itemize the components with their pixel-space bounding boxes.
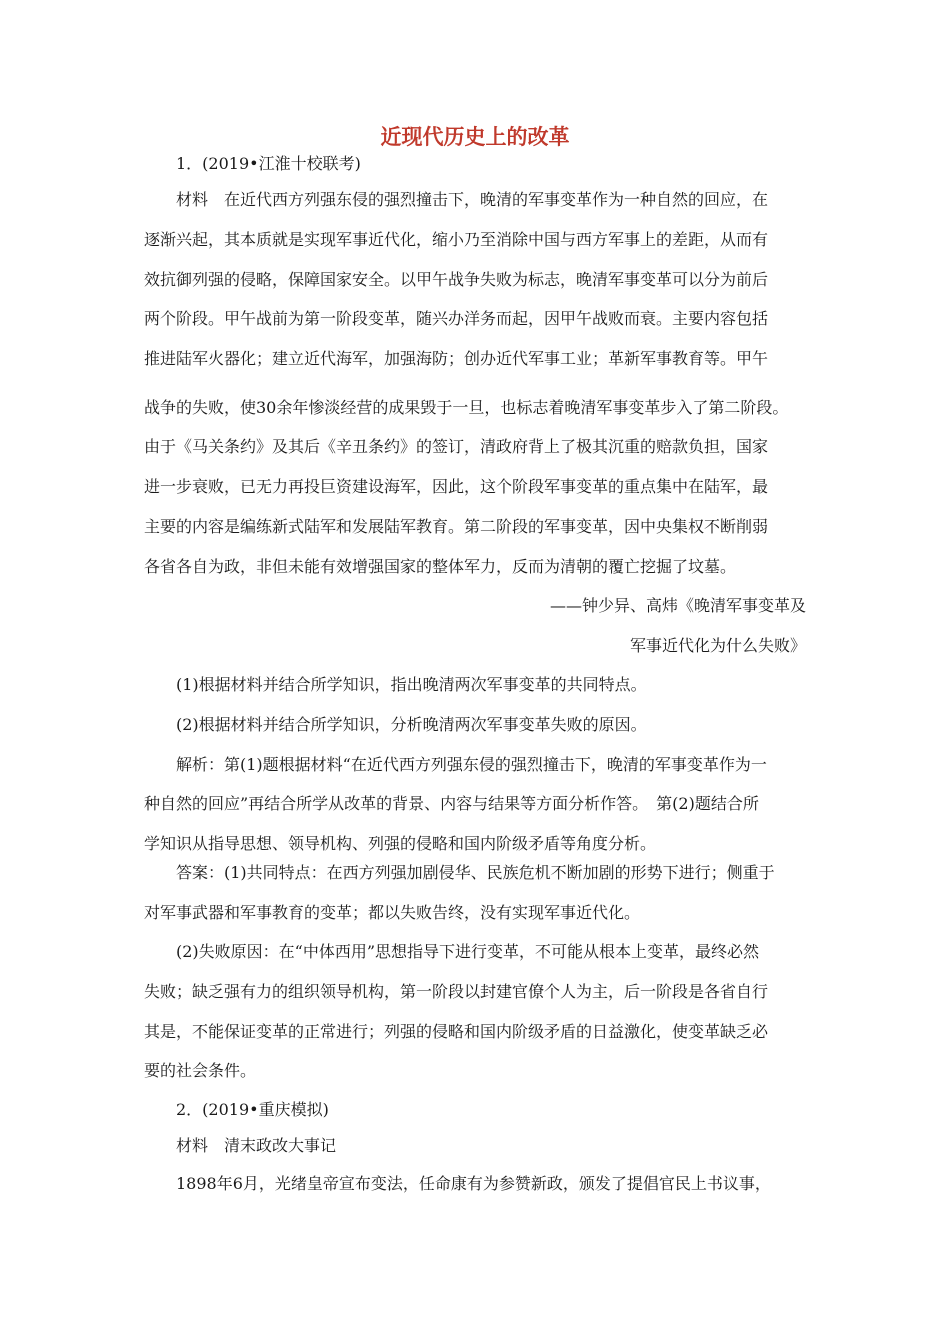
material-line: 效抗御列强的侵略，保障国家安全。以甲午战争失败为标志，晚清军事变革可以分为前后 (144, 270, 769, 289)
material-line: 两个阶段。甲午战前为第一阶段变革，随兴办洋务而起，因甲午战败而衰。主要内容包括 (144, 309, 769, 328)
answer-line: 失败；缺乏强有力的组织领导机构，第一阶段以封建官僚个人为主，后一阶段是各省自行 (144, 982, 769, 1001)
answer-line: 对军事武器和军事教育的变革；都以失败告终，没有实现军事近代化。 (144, 903, 641, 922)
citation-author: ——钟少异、高炜《晚清军事变革及 (549, 596, 806, 615)
question-1-header: 1．(2019•江淮十校联考) (176, 154, 361, 173)
analysis-line: 学知识从指导思想、领导机构、列强的侵略和国内阶级矛盾等角度分析。 (144, 834, 657, 853)
answer-line: 答案：(1)共同特点：在西方列强加剧侵华、民族危机不断加剧的形势下进行；侧重于 (176, 863, 775, 882)
answer-line: (2)失败原因：在“中体西用”思想指导下进行变革，不可能从根本上变革，最终必然 (176, 942, 760, 961)
question-2-header: 2．(2019•重庆模拟) (176, 1100, 329, 1119)
page-title: 近现代历史上的改革 (380, 124, 570, 149)
analysis-line: 种自然的回应”再结合所学从改革的背景、内容与结果等方面分析作答。 第(2)题结合所 (144, 794, 759, 813)
analysis-line: 解析：第(1)题根据材料“在近代西方列强东侵的强烈撞击下，晚清的军事变革作为一 (176, 755, 767, 774)
material-line: 推进陆军火器化；建立近代海军，加强海防；创办近代军事工业；革新军事教育等。甲午 (144, 349, 769, 368)
citation-title: 军事近代化为什么失败》 (629, 636, 806, 655)
answer-line: 其是，不能保证变革的正常进行；列强的侵略和国内阶级矛盾的日益激化，使变革缺乏必 (144, 1022, 769, 1041)
material-line: 由于《马关条约》及其后《辛丑条约》的签订，清政府背上了极其沉重的赔款负担，国家 (144, 437, 769, 456)
material-heading: 材料 清末政改大事记 (176, 1136, 337, 1155)
material-line: 进一步衰败，已无力再投巨资建设海军，因此，这个阶段军事变革的重点集中在陆军，最 (144, 477, 769, 496)
material-line: 1898年6月，光绪皇帝宣布变法，任命康有为参赞新政，颁发了提倡官民上书议事， (176, 1174, 771, 1193)
answer-line: 要的社会条件。 (144, 1061, 257, 1080)
material-line: 主要的内容是编练新式陆军和发展陆军教育。第二阶段的军事变革，因中央集权不断削弱 (144, 517, 769, 536)
sub-question-2: (2)根据材料并结合所学知识，分析晚清两次军事变革失败的原因。 (176, 715, 647, 734)
material-line: 逐渐兴起，其本质就是实现军事近代化，缩小乃至消除中国与西方军事上的差距，从而有 (144, 230, 769, 249)
sub-question-1: (1)根据材料并结合所学知识，指出晚清两次军事变革的共同特点。 (176, 675, 647, 694)
material-line: 材料 在近代西方列强东侵的强烈撞击下，晚清的军事变革作为一种自然的回应，在 (176, 190, 769, 209)
material-line: 战争的失败，使30余年惨淡经营的成果毁于一旦，也标志着晚清军事变革步入了第二阶段。 (144, 398, 789, 417)
material-line: 各省各自为政，非但未能有效增强国家的整体军力，反而为清朝的覆亡挖掘了坟墓。 (144, 557, 737, 576)
